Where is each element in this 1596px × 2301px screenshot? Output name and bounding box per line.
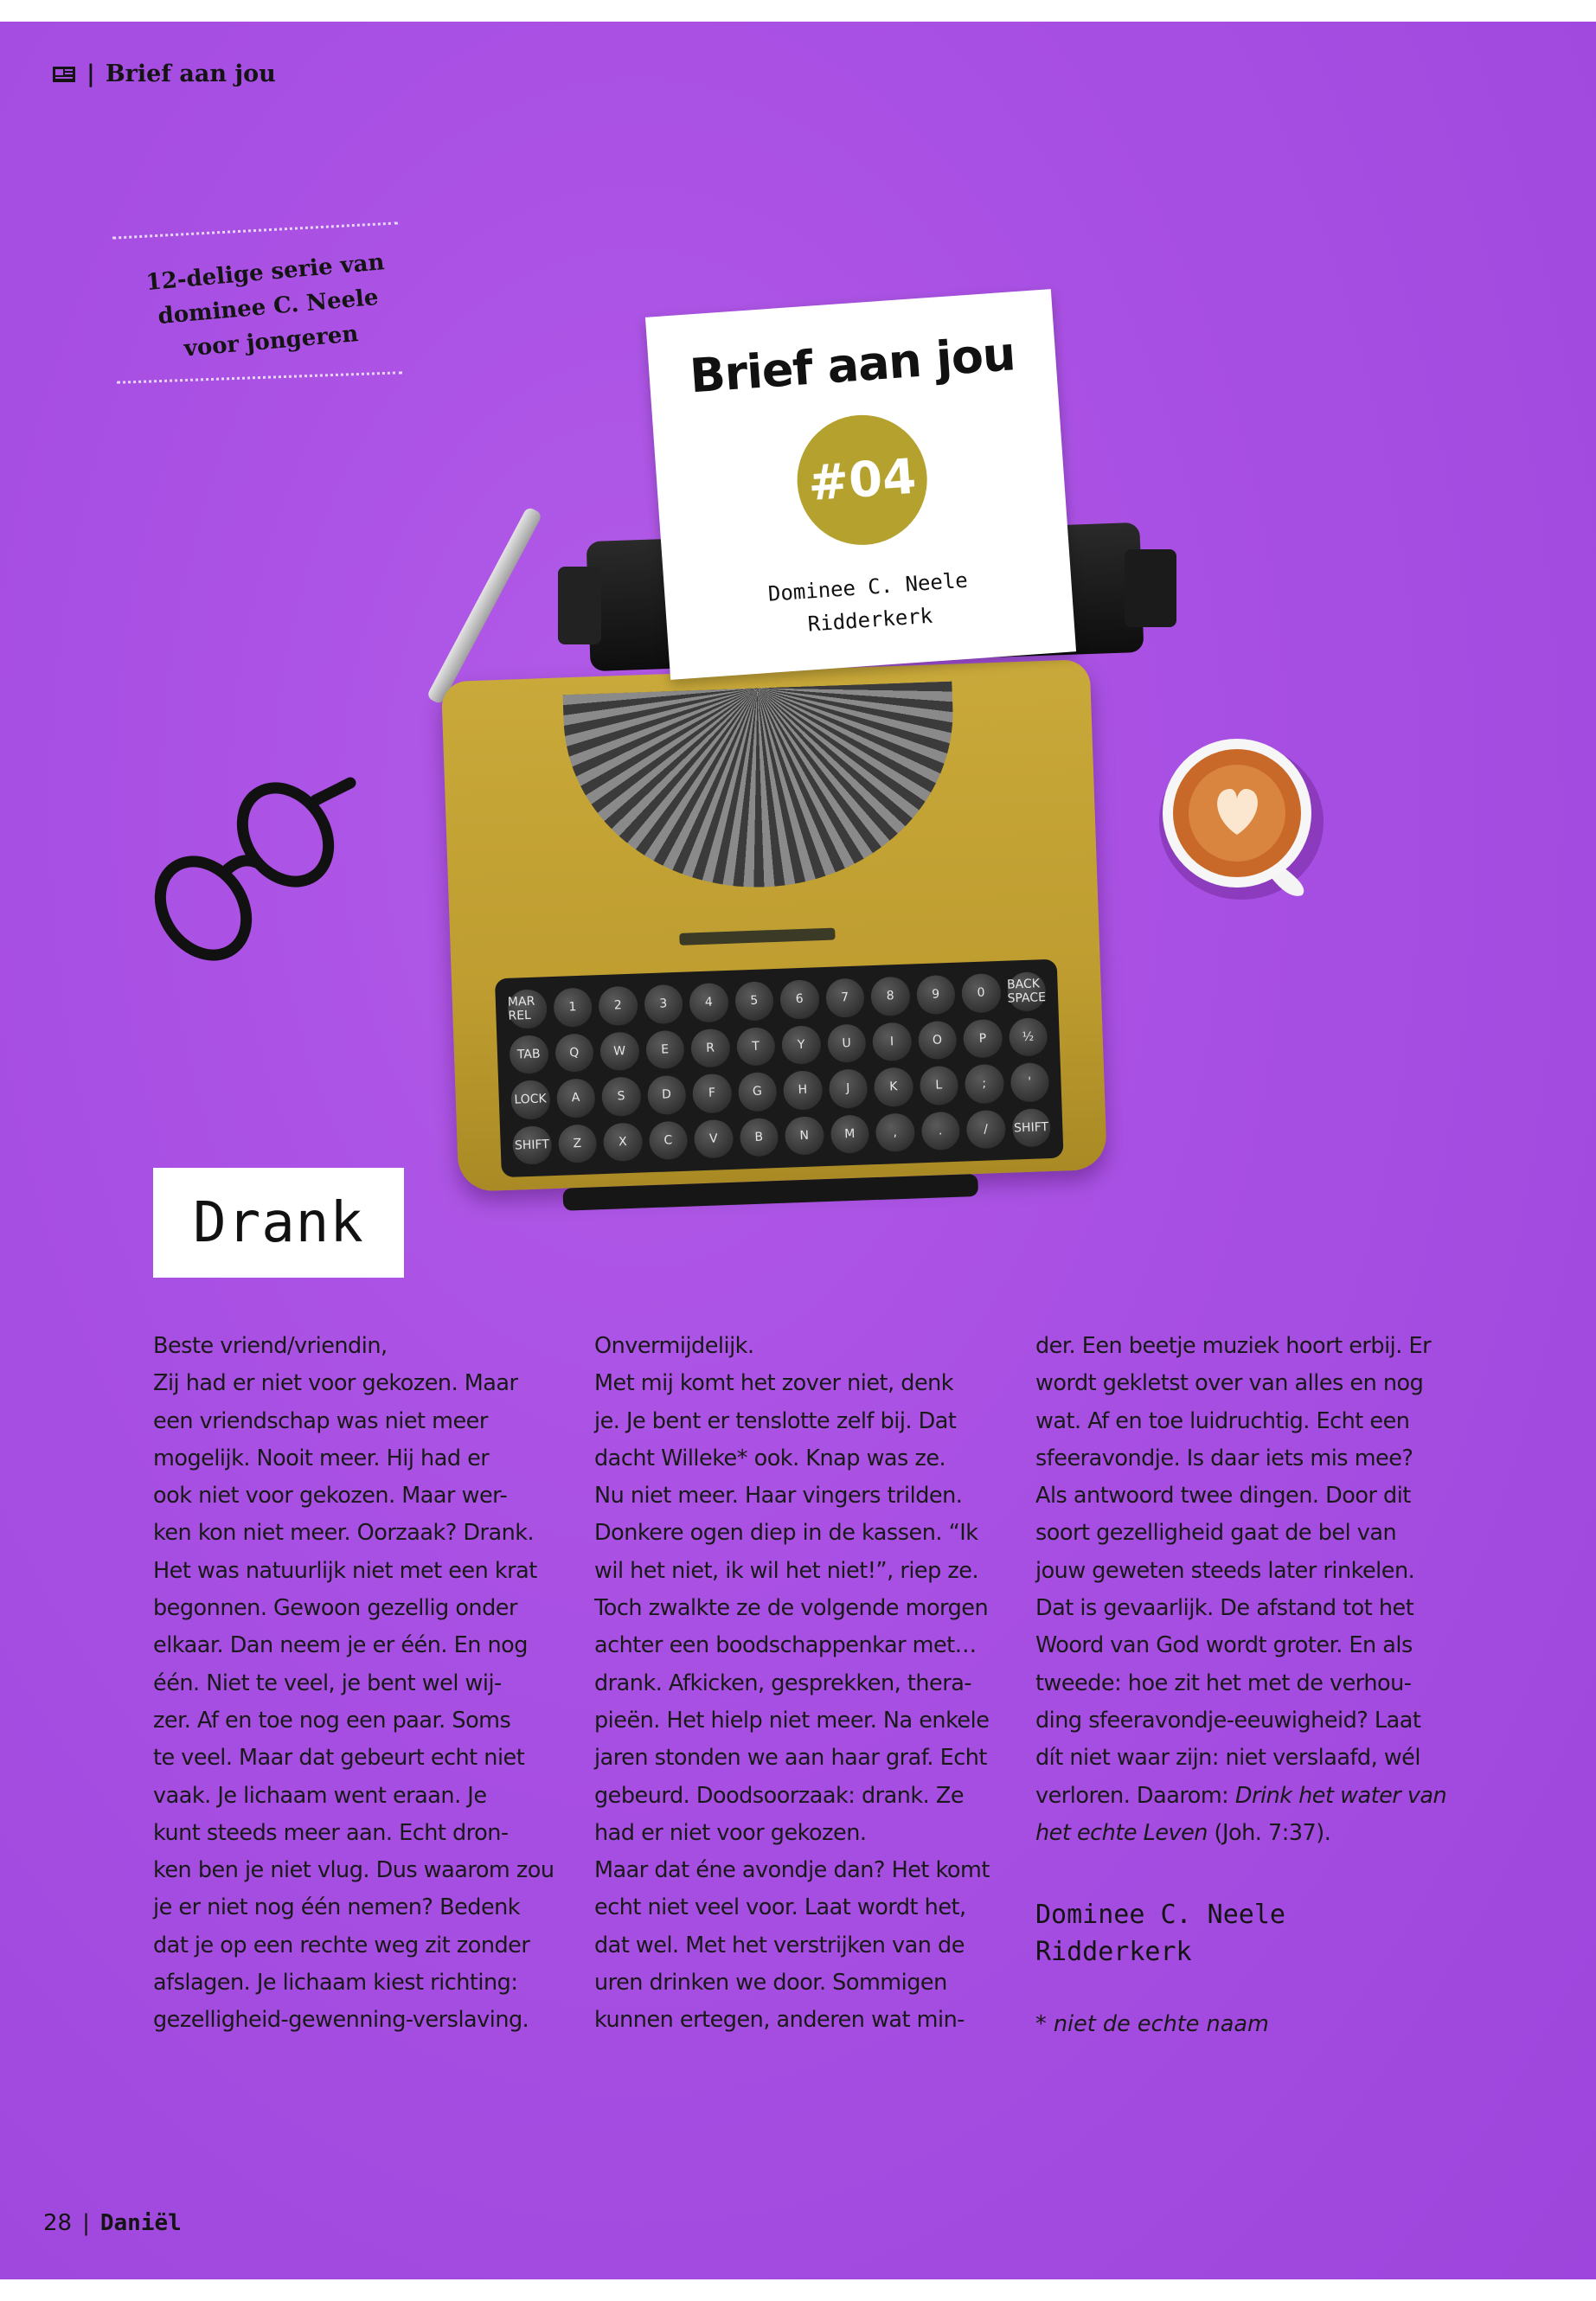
article-line: wordt gekletst over van alles en nog — [1035, 1370, 1424, 1397]
article-line: echt niet veel voor. Laat wordt het, — [594, 1894, 966, 1921]
paper-sign-name: Dominee C. Neele — [767, 567, 969, 606]
article-line — [1035, 1778, 1451, 1815]
typewriter-key: LOCK — [510, 1080, 550, 1119]
article-line: pieën. Het hielp niet meer. Na enkele — [594, 1707, 990, 1734]
article-line: drank. Afkicken, gesprekken, thera- — [594, 1670, 972, 1696]
typewriter-key: D — [646, 1075, 686, 1115]
typewriter-key: TAB — [509, 1035, 548, 1074]
typewriter-body — [441, 659, 1107, 1192]
page-number: 28 — [43, 2210, 73, 2236]
article-line: je. Je bent er tenslotte zelf bij. Dat — [594, 1407, 957, 1434]
typewriter-key: O — [917, 1020, 957, 1060]
bible-reference: (Joh. 7:37). — [1207, 1819, 1331, 1846]
article-line: Donkere ogen diep in de kassen. “Ik — [594, 1520, 978, 1547]
article-line: kunnen ertegen, anderen wat min- — [594, 2007, 965, 2034]
article-line: Als antwoord twee dingen. Door dit — [1035, 1483, 1411, 1509]
paper-signature — [664, 556, 1074, 651]
typewriter-key: / — [966, 1109, 1006, 1149]
typewriter-key: BACK SPACE — [1007, 971, 1047, 1011]
paper-sign-place: Ridderkerk — [806, 603, 934, 637]
article-title: Drank — [193, 1190, 364, 1255]
article-line: vaak. Je lichaam went eraan. Je — [153, 1782, 487, 1809]
series-note-line: dominee C. Neele — [157, 284, 380, 330]
typewriter-key: L — [919, 1066, 958, 1106]
article-line: Met mij komt het zover niet, denk — [594, 1370, 954, 1397]
typewriter-key: U — [827, 1023, 867, 1063]
typewriter-keyboard — [495, 959, 1064, 1178]
typewriter-key: F — [692, 1074, 732, 1113]
article-column-2 — [594, 1328, 1010, 2040]
article-title-box — [153, 1168, 404, 1278]
article-line: dat je op een rechte weg zit zonder — [153, 1932, 530, 1958]
typewriter-key: 8 — [870, 977, 910, 1016]
typewriter-key: P — [963, 1018, 1003, 1058]
typewriter-key: MAR REL — [507, 989, 547, 1029]
typewriter-key: W — [599, 1031, 639, 1071]
page-footer — [43, 2210, 182, 2236]
series-note-line: voor jongeren — [183, 321, 360, 362]
typewriter-key: 2 — [598, 986, 638, 1026]
article-line: wat. Af en toe luidruchtig. Echt een — [1035, 1407, 1410, 1434]
article-line: kunt steeds meer aan. Echt dron- — [153, 1819, 509, 1846]
typewriter-key: R — [690, 1028, 730, 1067]
typewriter-key: , — [875, 1112, 915, 1152]
typewriter-key: T — [736, 1027, 776, 1067]
header-separator: | — [87, 61, 95, 87]
article-line: afslagen. Je lichaam kiest richting: — [153, 1970, 518, 1997]
coffee-cup-icon — [1151, 735, 1324, 900]
footer-separator: | — [82, 2210, 90, 2236]
typewriter-key: ½ — [1008, 1017, 1048, 1057]
article-line: begonnen. Gewoon gezellig onder — [153, 1595, 517, 1622]
article-line: sfeeravondje. Is daar iets mis mee? — [1035, 1445, 1413, 1471]
article-line: wil het niet, ik wil het niet!”, riep ze. — [594, 1557, 979, 1584]
article-line: jaren stonden we aan haar graf. Echt — [594, 1745, 987, 1772]
article-line: achter een boodschappenkar met… — [594, 1632, 977, 1659]
typewriter-key: I — [872, 1022, 912, 1061]
typewriter-key: N — [785, 1116, 824, 1156]
article-line: Het was natuurlijk niet met een krat — [153, 1557, 537, 1584]
typewriter-key: 4 — [689, 983, 728, 1022]
roller-knob-right — [1125, 549, 1176, 627]
carriage-return-lever — [426, 506, 542, 705]
article-line: Woord van God wordt groter. En als — [1035, 1632, 1413, 1659]
typewriter-key: V — [694, 1118, 734, 1158]
typewriter-key: . — [920, 1111, 960, 1150]
signature-name: Dominee C. Neele — [1035, 1900, 1285, 1930]
article-line: dacht Willeke* ook. Knap was ze. — [594, 1445, 946, 1471]
article-line: dít niet waar zijn: niet verslaafd, wél — [1035, 1745, 1420, 1772]
article-line: jouw geweten steeds later rinkelen. — [1035, 1557, 1415, 1584]
typewriter-key: C — [648, 1120, 688, 1160]
article-line: mogelijk. Nooit meer. Hij had er — [153, 1445, 490, 1471]
article-line: je er niet nog één nemen? Bedenk — [153, 1894, 521, 1921]
typewriter-key: 0 — [961, 973, 1001, 1013]
newspaper-icon — [52, 66, 76, 83]
typewriter-spacebar — [562, 1174, 978, 1211]
article-line: Toch zwalkte ze de volgende morgen — [594, 1595, 989, 1622]
article-line: ken ben je niet vlug. Dus waarom zou — [153, 1857, 554, 1884]
typewriter-key: Q — [554, 1033, 594, 1073]
article-line — [1035, 1815, 1451, 1852]
article-line: ken kon niet meer. Oorzaak? Drank. — [153, 1520, 535, 1547]
article-line: tweede: hoe zit het met de verhou- — [1035, 1670, 1412, 1696]
bible-quote: Drink het water van — [1234, 1782, 1447, 1809]
typewriter-paper — [645, 289, 1076, 680]
typewriter-slot — [679, 928, 835, 945]
typewriter-key: 1 — [553, 987, 593, 1027]
section-label: Brief aan jou — [105, 61, 276, 87]
article-line: Dat is gevaarlijk. De afstand tot het — [1035, 1595, 1414, 1622]
article-signature — [1035, 1896, 1285, 1971]
article-line: uren drinken we door. Sommigen — [594, 1970, 947, 1997]
magazine-name: Daniël — [99, 2210, 182, 2236]
article-line: Beste vriend/vriendin, — [153, 1333, 388, 1359]
typewriter-key: ; — [965, 1064, 1004, 1104]
typebar-fan — [563, 682, 959, 894]
article-line: Maar dat éne avondje dan? Het komt — [594, 1857, 990, 1884]
footnote: * niet de echte naam — [1035, 2011, 1269, 2037]
typewriter-key: 3 — [644, 984, 683, 1024]
bible-quote: het echte Leven — [1035, 1819, 1208, 1846]
typewriter-key: E — [645, 1029, 685, 1069]
article-line: der. Een beetje muziek hoort erbij. Er — [1035, 1333, 1432, 1359]
typewriter-key: 7 — [825, 977, 865, 1017]
issue-badge — [793, 411, 932, 549]
roller-knob-left — [558, 567, 601, 644]
article-line: soort gezelligheid gaat de bel van — [1035, 1520, 1397, 1547]
typewriter-key: SHIFT — [512, 1125, 552, 1165]
article-line: een vriendschap was niet meer — [153, 1407, 488, 1434]
running-header — [52, 61, 276, 87]
signature-place: Ridderkerk — [1035, 1937, 1192, 1967]
typewriter-key: 5 — [734, 981, 774, 1021]
article-line: dat wel. Met het verstrijken van de — [594, 1932, 965, 1958]
series-note-line: 12-delige serie van — [144, 249, 386, 297]
typewriter-key: A — [556, 1078, 596, 1118]
typewriter-key: Z — [557, 1124, 597, 1163]
article-line: had er niet voor gekozen. — [594, 1819, 867, 1846]
typewriter-key: SHIFT — [1011, 1108, 1051, 1148]
article-column-1 — [153, 1328, 568, 2040]
typewriter-key: 6 — [779, 979, 819, 1019]
article-column-3 — [1035, 1328, 1451, 1852]
article-line: gebeurd. Doodsoorzaak: drank. Ze — [594, 1782, 965, 1809]
typewriter-key: K — [874, 1067, 913, 1107]
issue-number: #04 — [806, 448, 919, 512]
typewriter-key: X — [603, 1122, 643, 1162]
article-line: ook niet voor gekozen. Maar wer- — [153, 1483, 508, 1509]
typewriter-illustration — [130, 151, 1384, 1153]
typewriter-key: 9 — [916, 975, 956, 1015]
article-line: Onvermijdelijk. — [594, 1333, 754, 1359]
typewriter-key: B — [739, 1118, 779, 1157]
article-line: ding sfeeravondje-eeuwigheid? Laat — [1035, 1707, 1421, 1734]
article-line: zer. Af en toe nog een paar. Soms — [153, 1707, 511, 1734]
typewriter-key: ' — [1010, 1062, 1049, 1102]
glasses-icon — [138, 766, 363, 965]
typewriter-key: H — [783, 1070, 823, 1110]
typewriter-key: S — [601, 1077, 641, 1117]
typewriter-key: G — [737, 1072, 777, 1112]
typewriter-key: J — [828, 1068, 868, 1108]
typewriter-key: M — [830, 1114, 869, 1154]
article-line: te veel. Maar dat gebeurt echt niet — [153, 1745, 525, 1772]
article-text: verloren. Daarom: — [1035, 1782, 1235, 1809]
typewriter-key: Y — [781, 1025, 821, 1065]
magazine-page — [0, 22, 1596, 2279]
article-line: Nu niet meer. Haar vingers trilden. — [594, 1483, 963, 1509]
article-line: gezelligheid-gewenning-verslaving. — [153, 2007, 529, 2034]
article-line: Zij had er niet voor gekozen. Maar — [153, 1370, 518, 1397]
paper-title: Brief aan jou — [688, 326, 1017, 404]
article-line: één. Niet te veel, je bent wel wij- — [153, 1670, 502, 1696]
article-line: elkaar. Dan neem je er één. En nog — [153, 1632, 528, 1659]
